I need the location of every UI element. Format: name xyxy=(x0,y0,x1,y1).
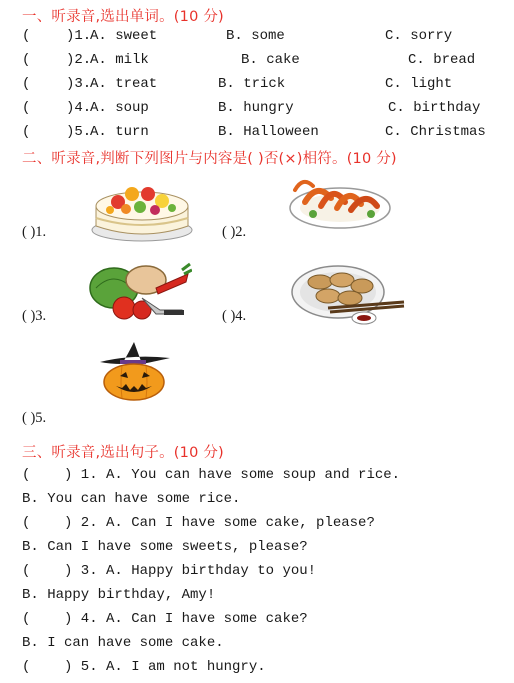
sentence-line: ( ) 2. A. Can I have some cake, please? xyxy=(22,515,375,531)
section3-title: 三、听录音,选出句子。(10 分) xyxy=(22,445,224,461)
dumplings-plate-icon xyxy=(288,252,406,328)
picture-label-5: ( )5. xyxy=(22,410,47,426)
vegetables-icon xyxy=(86,258,192,324)
question-number: )4. xyxy=(66,100,92,116)
question-number: )3. xyxy=(66,76,92,92)
answer-paren: ( xyxy=(22,76,31,92)
answer-paren: ( xyxy=(22,100,31,116)
sentence-line: B. I can have some cake. xyxy=(22,635,224,651)
option-c: C. light xyxy=(385,76,453,92)
halloween-pumpkin-icon xyxy=(92,340,176,402)
option-b: B. hungry xyxy=(218,100,294,116)
fried-shrimp-plate-icon xyxy=(287,172,393,232)
section2-title: 二、听录音,判断下列图片与内容是( )否(×)相符。(10 分) xyxy=(22,151,397,167)
picture-label-3: ( )3. xyxy=(22,308,47,324)
sentence-line: B. Can I have some sweets, please? xyxy=(22,539,308,555)
section1-title: 一、听录音,选出单词。(10 分) xyxy=(22,9,224,25)
sentence-line: ( ) 4. A. Can I have some cake? xyxy=(22,611,308,627)
option-b: B. some xyxy=(226,28,285,44)
sentence-line: ( ) 1. A. You can have some soup and rice. xyxy=(22,467,401,483)
option-a: A. soup xyxy=(90,100,149,116)
sentence-line: ( ) 5. A. I am not hungry. xyxy=(22,659,266,675)
picture-label-2: ( )2. xyxy=(222,224,247,240)
question-row-2 xyxy=(0,52,514,72)
option-c: C. sorry xyxy=(385,28,453,44)
question-number: )2. xyxy=(66,52,92,68)
sentence-line: B. You can have some rice. xyxy=(22,491,241,507)
sentence-line: B. Happy birthday, Amy! xyxy=(22,587,216,603)
answer-paren: ( xyxy=(22,28,31,44)
option-c: C. birthday xyxy=(388,100,481,116)
picture-label-4: ( )4. xyxy=(222,308,247,324)
question-row-1 xyxy=(0,28,514,48)
question-row-3 xyxy=(0,76,514,96)
option-a: A. milk xyxy=(90,52,149,68)
option-c: C. Christmas xyxy=(385,124,486,140)
sentence-line: ( ) 3. A. Happy birthday to you! xyxy=(22,563,317,579)
option-b: B. Halloween xyxy=(218,124,319,140)
option-a: A. treat xyxy=(90,76,158,92)
answer-paren: ( xyxy=(22,124,31,140)
option-b: B. trick xyxy=(218,76,286,92)
option-a: A. sweet xyxy=(90,28,158,44)
answer-paren: ( xyxy=(22,52,31,68)
option-c: C. bread xyxy=(408,52,476,68)
question-row-5 xyxy=(0,124,514,144)
birthday-cake-icon xyxy=(88,172,196,244)
question-row-4 xyxy=(0,100,514,120)
option-b: B. cake xyxy=(241,52,300,68)
question-number: )5. xyxy=(66,124,92,140)
option-a: A. turn xyxy=(90,124,149,140)
picture-label-1: ( )1. xyxy=(22,224,47,240)
question-number: )1. xyxy=(66,28,92,44)
